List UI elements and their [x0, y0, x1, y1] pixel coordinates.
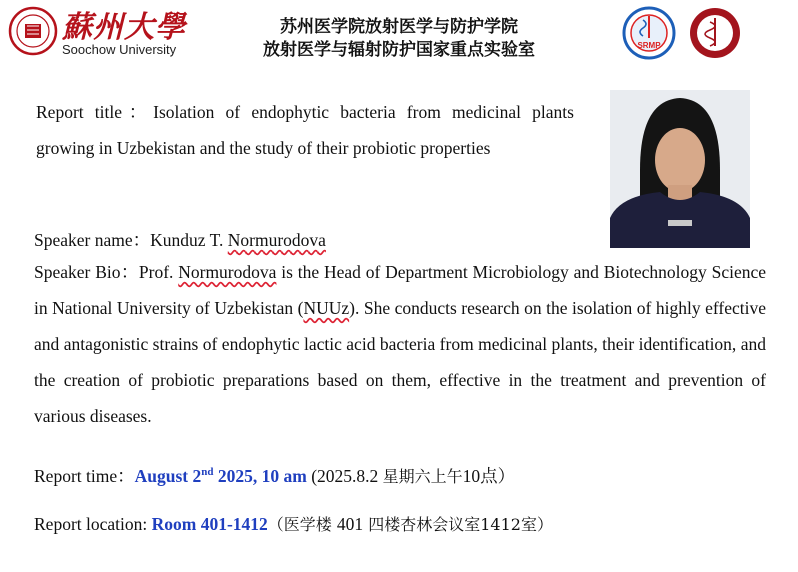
speaker-first-name: Kunduz T.: [150, 230, 228, 250]
bio-text-3: ). She conducts research on the isolation of highly effective and antagonistic strains of endophytic lactic acid bacteria from medicinal plants, their identification, and the creation of probiotic preparations based on them, effective in the treatment and prevention of various diseases.: [34, 298, 766, 426]
header-title-line2: 放射医学与辐射防护国家重点实验室: [263, 40, 535, 60]
time-note-cn: 星期六上午: [382, 467, 463, 486]
speaker-bio: [34, 254, 766, 434]
report-time-line: [34, 463, 515, 488]
location-note-num: 401: [336, 514, 364, 534]
speaker-label: Speaker name：: [34, 230, 151, 250]
speaker-photo: [610, 90, 750, 248]
report-title: [36, 94, 574, 166]
university-name-cn: 蘇州大學: [62, 10, 186, 45]
location-room: Room 401-1412: [151, 514, 268, 534]
report-location-line: [34, 512, 553, 535]
time-sup: nd: [201, 466, 214, 479]
location-label: Report location:: [34, 514, 152, 534]
report-title-text: Isolation of endophytic bacteria from medicinal plants growing in Uzbekistan and the study of their probiotic properties: [36, 102, 574, 158]
time-note-post: 10点）: [462, 466, 516, 486]
speaker-name-line: [34, 222, 326, 258]
svg-text:SRMP: SRMP: [637, 41, 661, 50]
bio-name: Normurodova: [178, 262, 277, 282]
medical-college-seal-icon: [688, 6, 742, 60]
time-rest: 2025, 10 am: [213, 466, 307, 486]
location-note-cn1: （医学楼: [267, 515, 337, 534]
speaker-last-name: Normurodova: [227, 230, 326, 250]
time-note-pre: (2025.8.2: [306, 466, 383, 486]
srmp-logo-icon: [622, 6, 676, 60]
university-seal-icon: [8, 6, 58, 56]
report-title-label: Report title：: [36, 102, 154, 122]
bio-text-2: is the Head of Department Microbiology and Biotechnology Science in National University of Uzbekistan (: [34, 262, 766, 318]
bio-abbr: NUUz: [303, 298, 350, 318]
header-title-line1: 苏州医学院放射医学与防护学院: [280, 17, 518, 37]
time-label: Report time：: [34, 466, 135, 486]
university-name-en: Soochow University: [62, 42, 177, 57]
time-date: August 2: [134, 466, 202, 486]
header: [0, 0, 798, 66]
time-main: [135, 466, 307, 486]
location-note-cn2: 四楼杏林会议室1412室）: [363, 515, 553, 534]
bio-text-1: Prof.: [138, 262, 179, 282]
bio-label: Speaker Bio：: [34, 262, 139, 282]
